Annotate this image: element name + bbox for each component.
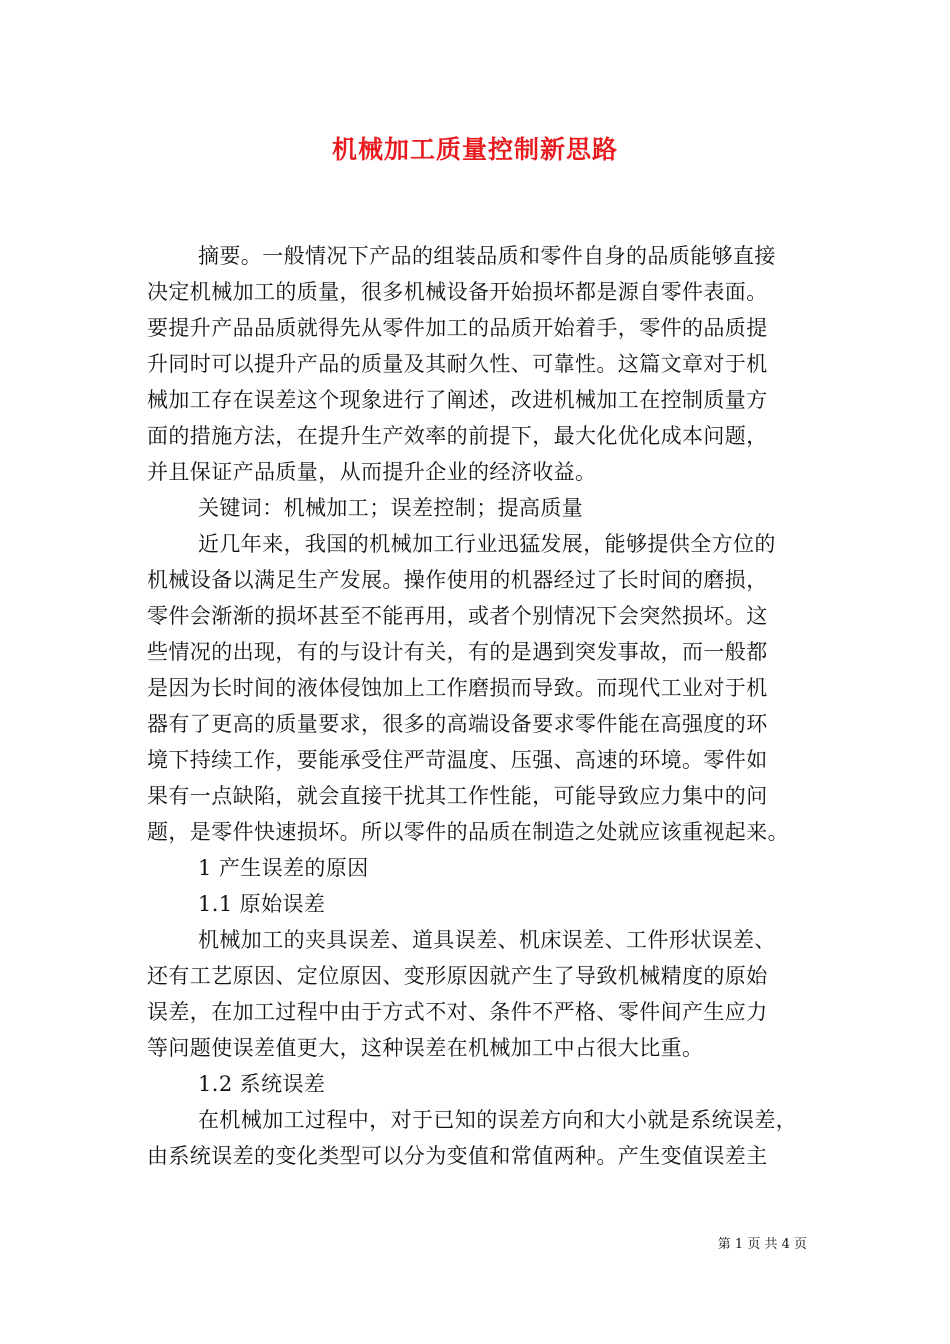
abstract-line: 决定机械加工的质量，很多机械设备开始损坏都是源自零件表面。	[147, 280, 768, 304]
paragraph-line: 误差，在加工过程中由于方式不对、条件不严格、零件间产生应力	[147, 1000, 768, 1024]
body-text	[147, 238, 809, 1174]
subsection-heading: 1.2 系统误差	[198, 1072, 326, 1096]
paragraph-line: 等问题使误差值更大，这种误差在机械加工中占很大比重。	[147, 1036, 704, 1060]
subsection-heading: 1.1 原始误差	[198, 892, 326, 916]
paragraph-line: 境下持续工作，要能承受住严苛温度、压强、高速的环境。零件如	[147, 748, 768, 772]
abstract-line: 要提升产品品质就得先从零件加工的品质开始着手，零件的品质提	[147, 316, 768, 340]
paragraph-line: 由系统误差的变化类型可以分为变值和常值两种。产生变值误差主	[147, 1144, 768, 1168]
paragraph-line: 题，是零件快速损坏。所以零件的品质在制造之处就应该重视起来。	[147, 820, 789, 844]
paragraph-line: 在机械加工过程中，对于已知的误差方向和大小就是系统误差，	[198, 1108, 798, 1132]
paragraph-line: 机械设备以满足生产发展。操作使用的机器经过了长时间的磨损，	[147, 568, 768, 592]
section-heading: 1 产生误差的原因	[198, 856, 369, 880]
paragraph-line: 些情况的出现，有的与设计有关，有的是遇到突发事故，而一般都	[147, 640, 768, 664]
abstract-line: 升同时可以提升产品的质量及其耐久性、可靠性。这篇文章对于机	[147, 352, 768, 376]
paragraph-line: 零件会渐渐的损坏甚至不能再用，或者个别情况下会突然损坏。这	[147, 604, 768, 628]
abstract-line: 摘要。一般情况下产品的组装品质和零件自身的品质能够直接	[198, 244, 776, 268]
abstract-line: 械加工存在误差这个现象进行了阐述，改进机械加工在控制质量方	[147, 388, 768, 412]
paragraph-line: 机械加工的夹具误差、道具误差、机床误差、工件形状误差、	[198, 928, 776, 952]
abstract-line: 面的措施方法，在提升生产效率的前提下，最大化优化成本问题，	[147, 424, 768, 448]
keywords-line: 关键词：机械加工；误差控制；提高质量	[198, 496, 584, 520]
paragraph-line: 近几年来，我国的机械加工行业迅猛发展，能够提供全方位的	[198, 532, 776, 556]
page-footer: 第 1 页 共 4 页	[717, 1237, 807, 1252]
paragraph-line: 果有一点缺陷，就会直接干扰其工作性能，可能导致应力集中的问	[147, 784, 768, 808]
paragraph-line: 还有工艺原因、定位原因、变形原因就产生了导致机械精度的原始	[147, 964, 768, 988]
page-title: 机械加工质量控制新思路	[331, 135, 618, 164]
paragraph-line: 是因为长时间的液体侵蚀加上工作磨损而导致。而现代工业对于机	[147, 676, 768, 700]
abstract-line: 并且保证产品质量，从而提升企业的经济收益。	[147, 460, 597, 484]
paragraph-line: 器有了更高的质量要求，很多的高端设备要求零件能在高强度的环	[147, 712, 768, 736]
